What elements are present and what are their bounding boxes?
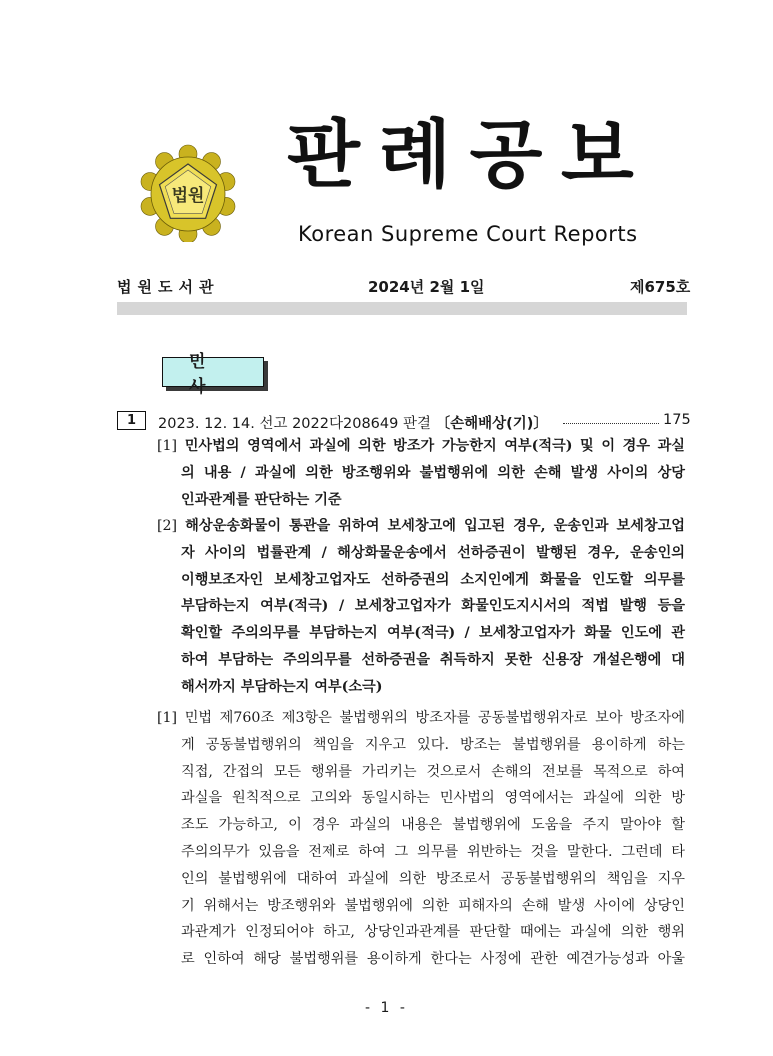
publication-title-english: Korean Supreme Court Reports: [298, 222, 638, 246]
holding-line-1: 민법 제760조 제3항은 불법행위의 방조자를 공동불법행위자로 보아 방조자에: [184, 710, 685, 726]
holding-line-8: 기 위해서는 방조행위와 불법행위에 의한 피해자의 손해 발생 사이에 상당인: [181, 897, 685, 914]
issue-2-line-7: 해서까지 부담하는지 여부(소극): [181, 678, 383, 695]
case-page-number: 175: [663, 412, 691, 428]
publisher-name: 법원도서관: [117, 278, 220, 296]
holding-body: [157, 705, 685, 973]
issue-1-line-3: 인과관계를 판단하는 기준: [181, 491, 342, 508]
holding-line-6: 주의의무가 있음을 전제로 하여 그 의무를 위반하는 것을 말한다. 그런데 타: [181, 843, 685, 860]
section-label: 민 사: [189, 352, 232, 397]
case-title: 〔손해배상(기)〕: [435, 416, 548, 432]
issue-1-line-2: 의 내용 / 과실에 의한 방조행위와 불법행위에 의한 손해 발생 사이의 상당: [181, 464, 685, 481]
issue-1: [157, 433, 685, 513]
issue-2-tag: [2]: [157, 518, 178, 534]
issue-1-line-1: 민사법의 영역에서 과실에 의한 방조가 가능한지 여부(적극) 및 이 경우 과실: [184, 438, 685, 454]
dotted-leader: [563, 413, 659, 424]
case-citation: 2023. 12. 14. 선고 2022다208649 판결: [158, 416, 431, 432]
case-citation-line: [158, 412, 548, 433]
issue-2: [157, 513, 685, 701]
holding-line-5: 조도 가능하고, 이 경우 과실의 내용은 불법행위에 도움을 주지 말아야 할: [181, 817, 685, 834]
section-label-box: [162, 352, 264, 397]
holding-line-3: 직접, 간접의 모든 행위를 가리키는 것으로서 손해의 전보를 목적으로 하여: [181, 763, 685, 780]
holding-tag: [1]: [157, 710, 178, 726]
emblem-text: 법원: [171, 186, 205, 206]
issue-2-line-1: 해상운송화물이 통관을 위하여 보세창고에 입고된 경우, 운송인과 보세창고업: [185, 518, 685, 534]
issue-number: 제675호: [630, 278, 691, 296]
header-divider-bar: [117, 302, 687, 315]
publication-title: 판례공보: [287, 112, 653, 198]
holding-line-9: 과관계가 인정되어야 하고, 상당인과관계를 판단할 때에는 과실에 의한 행위: [181, 924, 685, 941]
issue-1-tag: [1]: [157, 438, 178, 454]
holding-line-7: 인의 불법행위에 대하여 과실에 의한 방조로서 공동불법행위의 책임을 지우: [181, 870, 685, 887]
holding-line-4: 과실을 원칙적으로 고의와 동일시하는 민사법의 영역에서는 과실에 의한 방: [181, 790, 685, 807]
holding-line-2: 게 공동불법행위의 책임을 지우고 있다. 방조는 불법행위를 용이하게 하는: [181, 736, 685, 753]
issue-2-line-6: 하여 부담하는 주의의무를 선하증권을 취득하지 못한 신용장 개설은행에 대: [181, 651, 685, 668]
holding-line-10: 로 인하여 해당 불법행위를 용이하게 한다는 사정에 관한 예견가능성과 아울: [181, 951, 685, 968]
case-number-box: [117, 411, 146, 430]
issue-2-line-5: 확인할 주의의무를 부담하는지 여부(적극) / 보세창고업자가 화물 인도에 관: [181, 625, 685, 642]
issue-2-line-3: 이행보조자인 보세창고업자도 선하증권의 소지인에게 화물을 인도할 의무를: [181, 571, 685, 588]
case-number: 1: [126, 413, 137, 428]
issue-date: 2024년 2월 1일: [368, 278, 485, 296]
court-emblem-logo: [137, 142, 239, 242]
issue-2-line-2: 자 사이의 법률관계 / 해상화물운송에서 선하증권이 발행된 경우, 운송인의: [181, 544, 685, 561]
page-number: - 1 -: [365, 1000, 408, 1016]
issue-2-line-4: 부담하는지 여부(적극) / 보세창고업자가 화물인도지시서의 적법 발행 등을: [181, 598, 685, 615]
